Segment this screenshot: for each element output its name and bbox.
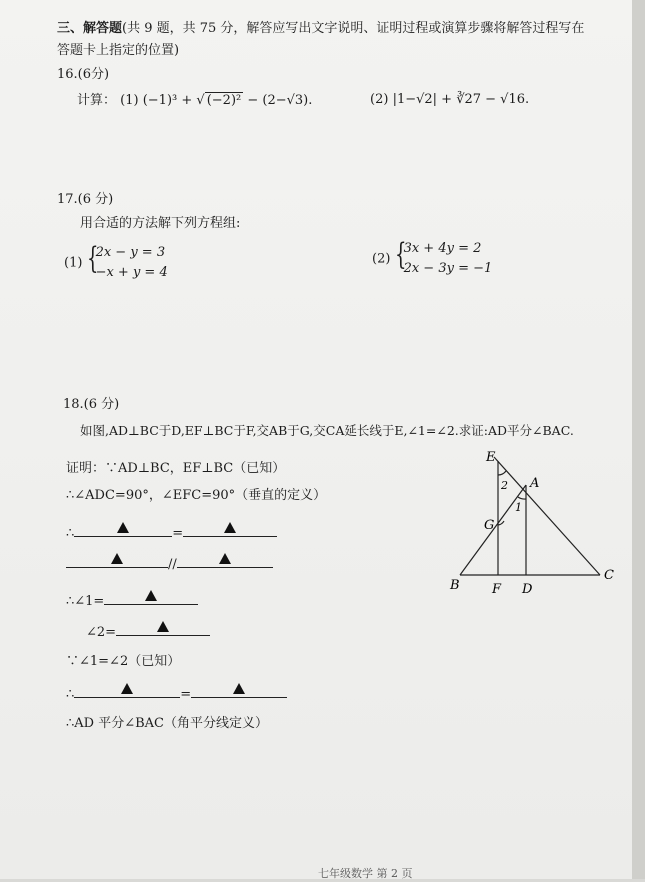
q17-part2-eq2: 2x − 3y = −1 [403, 261, 493, 276]
answer-blank[interactable] [183, 522, 277, 537]
therefore-symbol: ∴ [66, 687, 75, 702]
parallel-symbol: // [168, 557, 177, 572]
section-title: 三、解答题 [57, 21, 123, 36]
section-heading [57, 21, 584, 37]
sqrt-sign: √ [196, 93, 205, 108]
section-description-line2: 答题卡上指定的位置) [57, 43, 180, 58]
q16-part1-expr-b: − (2−√3). [243, 93, 313, 108]
section-description: (共 9 题，共 75 分，解答应写出文字说明、证明过程或演算步骤将解答过程写在 [122, 21, 585, 36]
q17-part2-system [395, 239, 493, 279]
answer-blank[interactable] [191, 683, 287, 698]
label-angle-1: 1 [515, 501, 522, 514]
proof-line9: ∴AD 平分∠BAC（角平分线定义） [66, 716, 268, 731]
q17-header: 17.(6 分) [57, 192, 114, 207]
brace-icon: { [394, 237, 407, 272]
therefore-symbol: ∴ [66, 526, 75, 541]
label-angle-2: 2 [501, 479, 508, 492]
answer-blank[interactable] [66, 553, 168, 568]
q17-part2-eq1: 3x + 4y = 2 [403, 241, 482, 256]
answer-blank[interactable] [74, 683, 180, 698]
proof-line5 [66, 590, 198, 610]
q18-header: 18.(6 分) [63, 397, 120, 412]
proof-line8 [66, 683, 287, 703]
q17-part1 [64, 243, 168, 283]
proof-line1: 证明：∵AD⊥BC，EF⊥BC（已知） [66, 461, 286, 476]
answer-blank[interactable] [177, 553, 273, 568]
q17-part1-label: (1) [64, 255, 83, 271]
q17-part2 [372, 239, 492, 279]
segment-ec [494, 457, 600, 575]
q17-part1-system [87, 243, 168, 283]
q16-part2 [370, 92, 529, 108]
equals-sign: = [180, 687, 192, 702]
q17-instruction: 用合适的方法解下列方程组: [80, 216, 241, 231]
q16-part2-expr: |1−√2| + ∛27 − √16. [392, 92, 530, 107]
q16-part1-label: (1) [120, 93, 139, 108]
triangle-icon [219, 553, 231, 564]
q16-part2-label: (2) [370, 92, 389, 107]
label-d: D [522, 582, 533, 597]
q17-part1-eq2: −x + y = 4 [95, 265, 168, 280]
proof-line4 [66, 553, 273, 573]
triangle-icon [145, 590, 157, 601]
triangle-icon [117, 522, 129, 533]
proof-line6 [86, 621, 210, 641]
triangle-icon [111, 553, 123, 564]
label-e: E [486, 450, 496, 465]
label-b: B [450, 578, 460, 593]
triangle-icon [121, 683, 133, 694]
label-g: G [484, 518, 495, 533]
label-c: C [604, 568, 614, 583]
triangle-icon [224, 522, 236, 533]
proof-line7: ∵∠1=∠2（已知） [66, 654, 181, 669]
triangle-icon [157, 621, 169, 632]
paper-edge [632, 0, 645, 879]
page-footer: 七年级数学 第 2 页 [318, 867, 413, 880]
answer-blank[interactable] [104, 590, 198, 605]
geometry-figure [440, 445, 620, 605]
proof-line2: ∴∠ADC=90°，∠EFC=90°（垂直的定义） [66, 488, 327, 503]
q16-header: 16.(6分) [57, 67, 110, 82]
brace-icon: { [86, 241, 99, 276]
equals-sign: = [172, 526, 184, 541]
angle2-label: ∠2= [86, 625, 117, 640]
triangle-icon [233, 683, 245, 694]
angle-1-arc [518, 497, 526, 499]
q16-prefix: 计算： [77, 93, 117, 108]
q17-part1-eq1: 2x − y = 3 [95, 245, 166, 260]
q16-part1 [77, 92, 312, 109]
answer-blank[interactable] [74, 522, 172, 537]
q17-part2-label: (2) [372, 251, 391, 267]
q18-problem: 如图,AD⊥BC于D,EF⊥BC于F,交AB于G,交CA延长线于E,∠1=∠2.求证:AD平分∠BAC. [80, 423, 574, 438]
q16-part1-radicand: (−2)² [206, 93, 242, 108]
proof-line3 [66, 522, 277, 542]
label-a: A [530, 476, 540, 491]
angle1-label: ∴∠1= [66, 594, 105, 609]
answer-blank[interactable] [116, 621, 210, 636]
q16-part1-expr-a: (−1)³ + [142, 93, 197, 108]
angle-2-arc [498, 471, 506, 475]
label-f: F [492, 582, 502, 597]
